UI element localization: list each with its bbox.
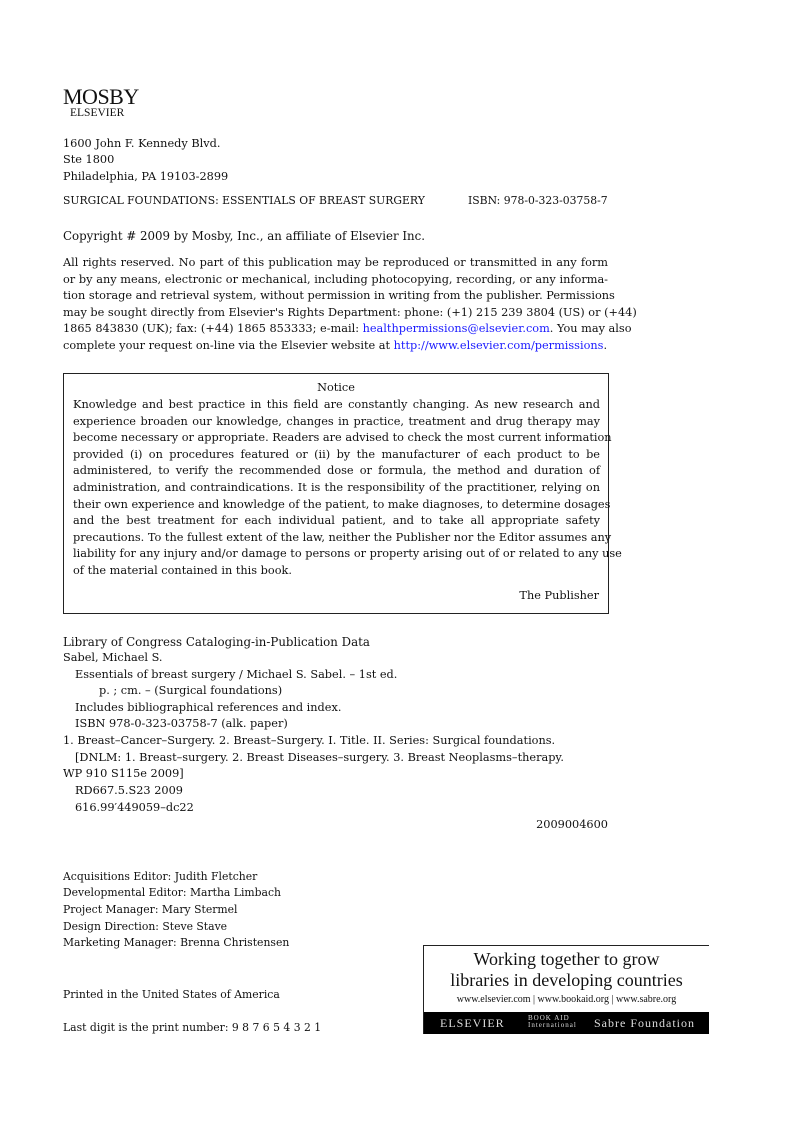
notice-line: provided (i) on procedures featured or (ii) by the manufacturer of each product to be: [73, 447, 600, 461]
bookaid-logo: BOOK AID International: [528, 1014, 577, 1029]
notice-line: administered, to verify the recommended dose or formula, the method and duration of: [73, 464, 600, 478]
notice-line: and the best treatment for each individual patient, and to take all appropriate safety: [73, 514, 600, 528]
lccn: 2009004600: [536, 818, 608, 831]
ad-sites: www.elsevier.com | www.bookaid.org | www.sabre.org: [456, 994, 677, 1005]
sabre-logo: Sabre Foundation: [594, 1016, 695, 1030]
email-link[interactable]: healthpermissions@elsevier.com: [362, 322, 550, 335]
print-number: Last digit is the print number: 9 8 7 6 5 4 3 2 1: [63, 1021, 322, 1034]
notice-line: experience broaden our knowledge, changes in practice, treatment and drug therapy may: [73, 414, 600, 428]
cip-line: ISBN 978-0-323-03758-7 (alk. paper): [75, 717, 288, 730]
text: .: [603, 339, 608, 352]
cip-line: Sabel, Michael S.: [63, 651, 163, 664]
permissions-link[interactable]: http://www.elsevier.com/permissions: [393, 339, 604, 352]
text: complete your request on-line via the Elsevier website at: [63, 339, 394, 352]
address-line: Philadelphia, PA 19103-2899: [63, 170, 229, 183]
cip-line: [DNLM: 1. Breast–surgery. 2. Breast Diseases–surgery. 3. Breast Neoplasms–therapy.: [75, 751, 564, 764]
elsevier-logo: ELSEVIER: [70, 107, 125, 119]
credit-line: Marketing Manager: Brenna Christensen: [63, 936, 290, 949]
cip-line: Essentials of breast surgery / Michael S. Sabel. – 1st ed.: [75, 668, 398, 681]
book-aid-advert: [423, 945, 709, 1034]
notice-line: of the material contained in this book.: [73, 564, 292, 577]
rights-line: or by any means, electronic or mechanical, including photocopying, recording, or any informa-: [63, 273, 608, 286]
rights-line: tion storage and retrieval system, without permission in writing from the publisher. Permissions: [63, 289, 615, 302]
address-line: 1600 John F. Kennedy Blvd.: [63, 137, 221, 150]
notice-line: liability for any injury and/or damage to persons or property arising out of or related to any use: [73, 547, 622, 561]
notice-line: their own experience and knowledge of the patient, to make diagnoses, to determine dosages: [73, 497, 611, 511]
printed-in: Printed in the United States of America: [63, 988, 280, 1001]
isbn: ISBN: 978-0-323-03758-7: [468, 194, 608, 207]
address-line: Ste 1800: [63, 153, 115, 166]
credit-line: Design Direction: Steve Stave: [63, 920, 228, 933]
notice-line: administration, and contraindications. It is the responsibility of the practitioner, relying on: [73, 481, 600, 494]
cip-line: p. ; cm. – (Surgical foundations): [99, 684, 283, 697]
rights-line: [63, 338, 607, 354]
text: 1865 843830 (UK); fax: (+44) 1865 853333; e-mail:: [63, 322, 363, 335]
credit-line: Acquisitions Editor: Judith Fletcher: [63, 870, 258, 883]
notice-signature: The Publisher: [519, 589, 599, 602]
mosby-logo: MOSBY: [63, 84, 139, 109]
notice-box: [63, 373, 622, 614]
cip-line: 1. Breast–Cancer–Surgery. 2. Breast–Surgery. I. Title. II. Series: Surgical foundations.: [63, 734, 556, 747]
notice-line: become necessary or appropriate. Readers are advised to check the most current information: [73, 431, 612, 445]
notice-line: precautions. To the fullest extent of the law, neither the Publisher nor the Editor assumes any: [73, 530, 612, 544]
elsevier-logo: ELSEVIER: [440, 1016, 505, 1030]
ad-headline: Working together to grow: [473, 949, 660, 969]
cip-line: WP 910 S115e 2009]: [63, 767, 184, 780]
ad-logo-bar: [424, 1012, 709, 1034]
rights-line: All rights reserved. No part of this publication may be reproduced or transmitted in any form: [63, 256, 608, 269]
rights-line: may be sought directly from Elsevier's Rights Department: phone: (+1) 215 239 3804 (US) or (+44): [63, 306, 637, 319]
cip-heading: Library of Congress Cataloging-in-Publication Data: [63, 635, 370, 649]
credit-line: Developmental Editor: Martha Limbach: [63, 886, 281, 899]
rights-line: [63, 321, 632, 337]
notice-title: Notice: [317, 381, 355, 394]
book-title: SURGICAL FOUNDATIONS: ESSENTIALS OF BREAST SURGERY: [63, 194, 425, 207]
credit-line: Project Manager: Mary Stermel: [63, 903, 238, 916]
cip-line: Includes bibliographical references and index.: [75, 701, 342, 714]
text: . You may also: [549, 322, 632, 335]
cip-line: 616.99′449059–dc22: [75, 801, 194, 814]
notice-line: Knowledge and best practice in this field are constantly changing. As new research and: [73, 398, 600, 411]
copyright-line: Copyright # 2009 by Mosby, Inc., an affiliate of Elsevier Inc.: [63, 229, 425, 243]
cip-line: RD667.5.S23 2009: [75, 784, 183, 797]
ad-headline: libraries in developing countries: [450, 970, 683, 990]
